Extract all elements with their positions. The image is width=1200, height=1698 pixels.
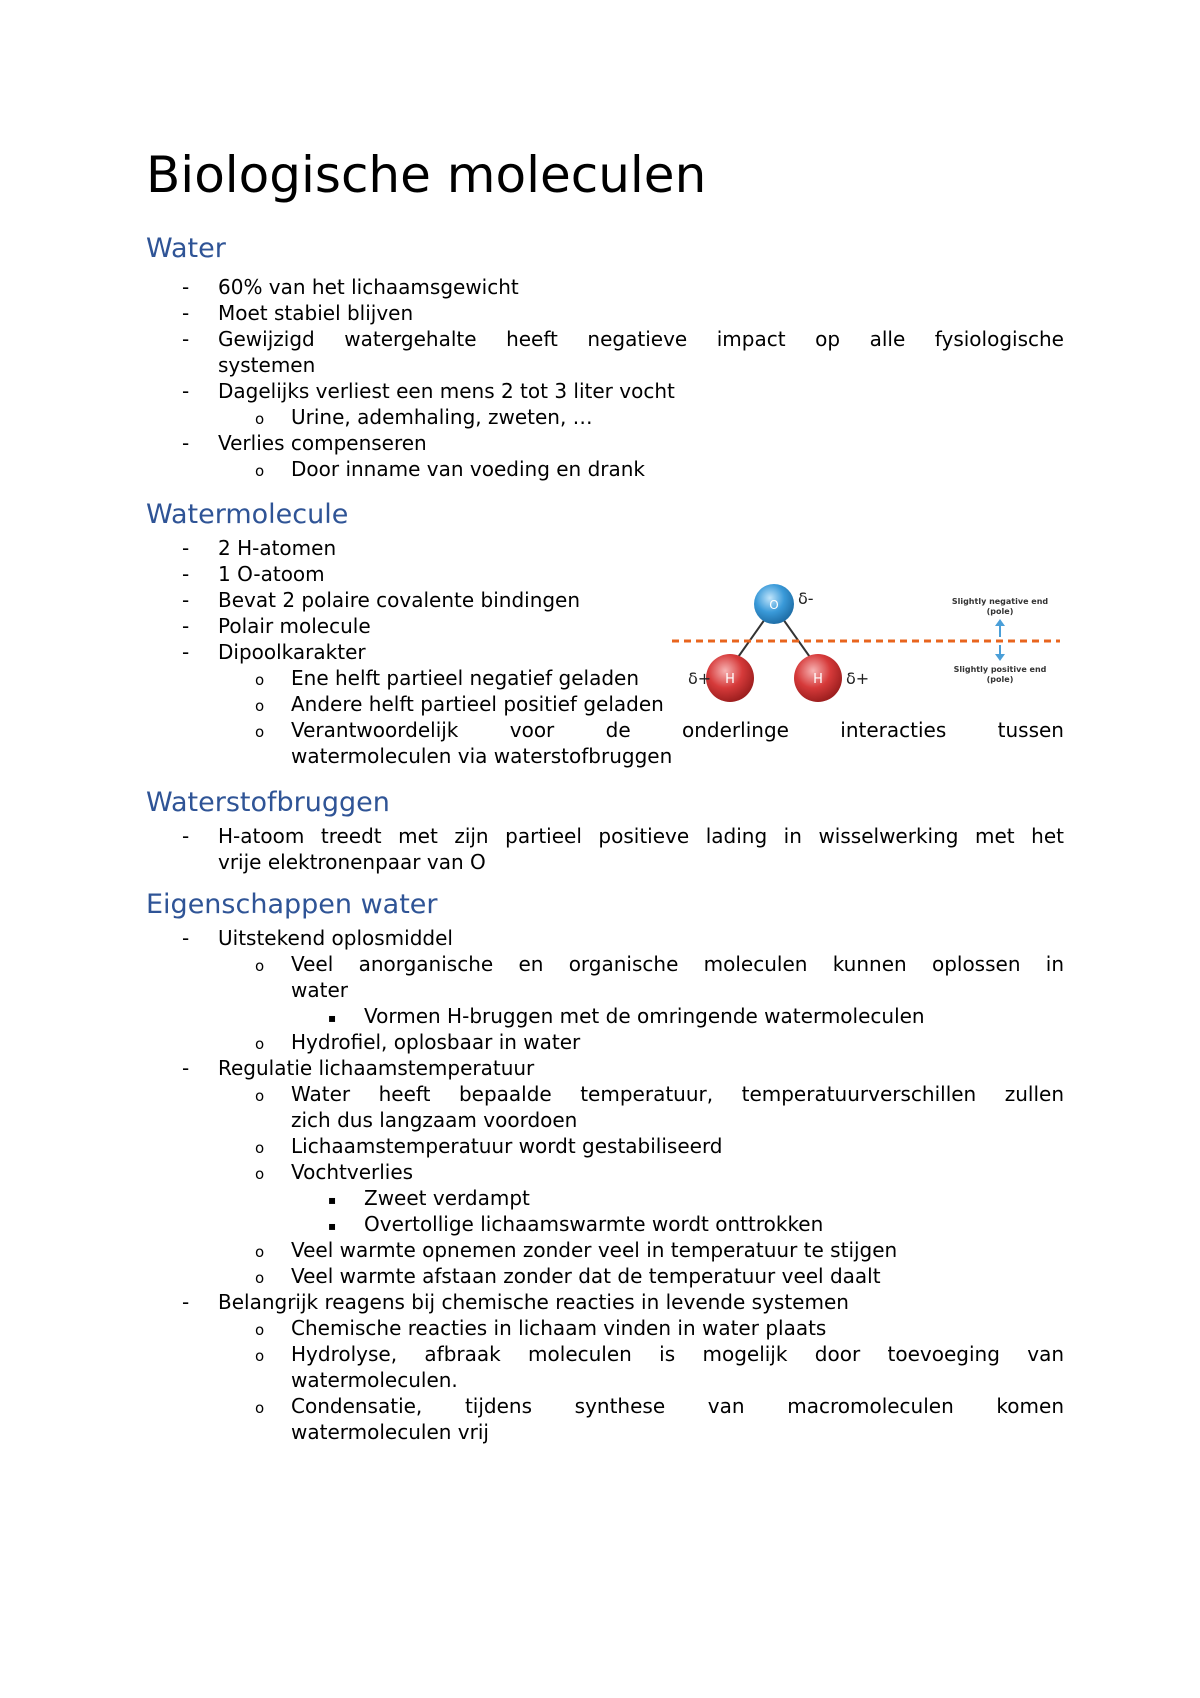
heading-watermolecule: Watermolecule bbox=[146, 499, 349, 530]
delta-plus-label-right: δ+ bbox=[846, 669, 870, 688]
list-item: - Uitstekend oplosmiddel bbox=[182, 926, 453, 950]
list-item-continuation: vrije elektronenpaar van O bbox=[218, 850, 486, 874]
hydrogen-label-right: H bbox=[813, 672, 823, 687]
sub-sub-list-item: ▪ Overtollige lichaamswarmte wordt onttrokken bbox=[328, 1212, 824, 1236]
delta-minus-label: δ- bbox=[798, 589, 814, 608]
list-item: - H-atoom treedt met zijn partieel positieve lading in wisselwerking met het bbox=[182, 824, 1064, 848]
sub-list-item: o Veel anorganische en organische moleculen kunnen oplossen in bbox=[255, 952, 1064, 976]
sub-list-item-continuation: water bbox=[291, 978, 348, 1002]
heading-eigenschappen-water: Eigenschappen water bbox=[146, 889, 438, 920]
list-item: - Verlies compenseren bbox=[182, 431, 427, 455]
delta-plus-label-left: δ+ bbox=[688, 669, 712, 688]
list-item: - Dipoolkarakter bbox=[182, 640, 366, 664]
sub-list-item: o Chemische reacties in lichaam vinden in water plaats bbox=[255, 1316, 827, 1340]
sub-list-item: o Hydrofiel, oplosbaar in water bbox=[255, 1030, 581, 1054]
sub-list-item: o Ene helft partieel negatief geladen bbox=[255, 666, 640, 690]
sub-list-item: o Door inname van voeding en drank bbox=[255, 457, 646, 481]
sub-list-item: o Vochtverlies bbox=[255, 1160, 414, 1184]
negative-end-pole: (pole) bbox=[986, 607, 1014, 616]
positive-end-pole: (pole) bbox=[986, 675, 1014, 684]
sub-list-item: o Water heeft bepaalde temperatuur, temperatuurverschillen zullen bbox=[255, 1082, 1064, 1106]
positive-end-label: Slightly positive end bbox=[953, 665, 1047, 674]
water-molecule-figure bbox=[670, 582, 1066, 706]
document-title: Biologische moleculen bbox=[146, 146, 707, 204]
hydrogen-label-left: H bbox=[725, 672, 735, 687]
list-item-continuation: systemen bbox=[218, 353, 316, 377]
sub-list-item-continuation: watermoleculen. bbox=[291, 1368, 458, 1392]
sub-list-item: o Veel warmte opnemen zonder veel in temperatuur te stijgen bbox=[255, 1238, 898, 1262]
heading-water: Water bbox=[146, 233, 226, 264]
sub-list-item-continuation: watermoleculen via waterstofbruggen bbox=[291, 744, 673, 768]
oxygen-label: O bbox=[769, 598, 779, 612]
heading-waterstofbruggen: Waterstofbruggen bbox=[146, 787, 390, 818]
sub-list-item: o Verantwoordelijk voor de onderlinge interacties tussen bbox=[255, 718, 1064, 742]
sub-sub-list-item: ▪ Vormen H-bruggen met de omringende watermoleculen bbox=[328, 1004, 925, 1028]
sub-list-item-continuation: zich dus langzaam voordoen bbox=[291, 1108, 578, 1132]
sub-list-item: o Veel warmte afstaan zonder dat de temperatuur veel daalt bbox=[255, 1264, 881, 1288]
sub-list-item: o Lichaamstemperatuur wordt gestabiliseerd bbox=[255, 1134, 723, 1158]
sub-list-item-continuation: watermoleculen vrij bbox=[291, 1420, 489, 1444]
list-item: - Belangrijk reagens bij chemische reacties in levende systemen bbox=[182, 1290, 849, 1314]
list-item: - Regulatie lichaamstemperatuur bbox=[182, 1056, 535, 1080]
list-item: - Bevat 2 polaire covalente bindingen bbox=[182, 588, 581, 612]
list-item: - Polair molecule bbox=[182, 614, 371, 638]
sub-list-item: o Hydrolyse, afbraak moleculen is mogelijk door toevoeging van bbox=[255, 1342, 1064, 1366]
sub-list-item: o Condensatie, tijdens synthese van macromoleculen komen bbox=[255, 1394, 1064, 1418]
sub-list-item: o Urine, ademhaling, zweten, … bbox=[255, 405, 593, 429]
sub-list-item: o Andere helft partieel positief geladen bbox=[255, 692, 664, 716]
list-item: - 60% van het lichaamsgewicht bbox=[182, 275, 519, 299]
list-item: - Moet stabiel blijven bbox=[182, 301, 414, 325]
list-item: - 1 O-atoom bbox=[182, 562, 325, 586]
list-item: - Gewijzigd watergehalte heeft negatieve impact op alle fysiologische bbox=[182, 327, 1064, 351]
negative-end-label: Slightly negative end bbox=[951, 597, 1049, 606]
down-arrow-icon bbox=[995, 654, 1005, 661]
up-arrow-icon bbox=[995, 619, 1005, 626]
sub-sub-list-item: ▪ Zweet verdampt bbox=[328, 1186, 530, 1210]
list-item: - 2 H-atomen bbox=[182, 536, 337, 560]
list-item: - Dagelijks verliest een mens 2 tot 3 liter vocht bbox=[182, 379, 675, 403]
